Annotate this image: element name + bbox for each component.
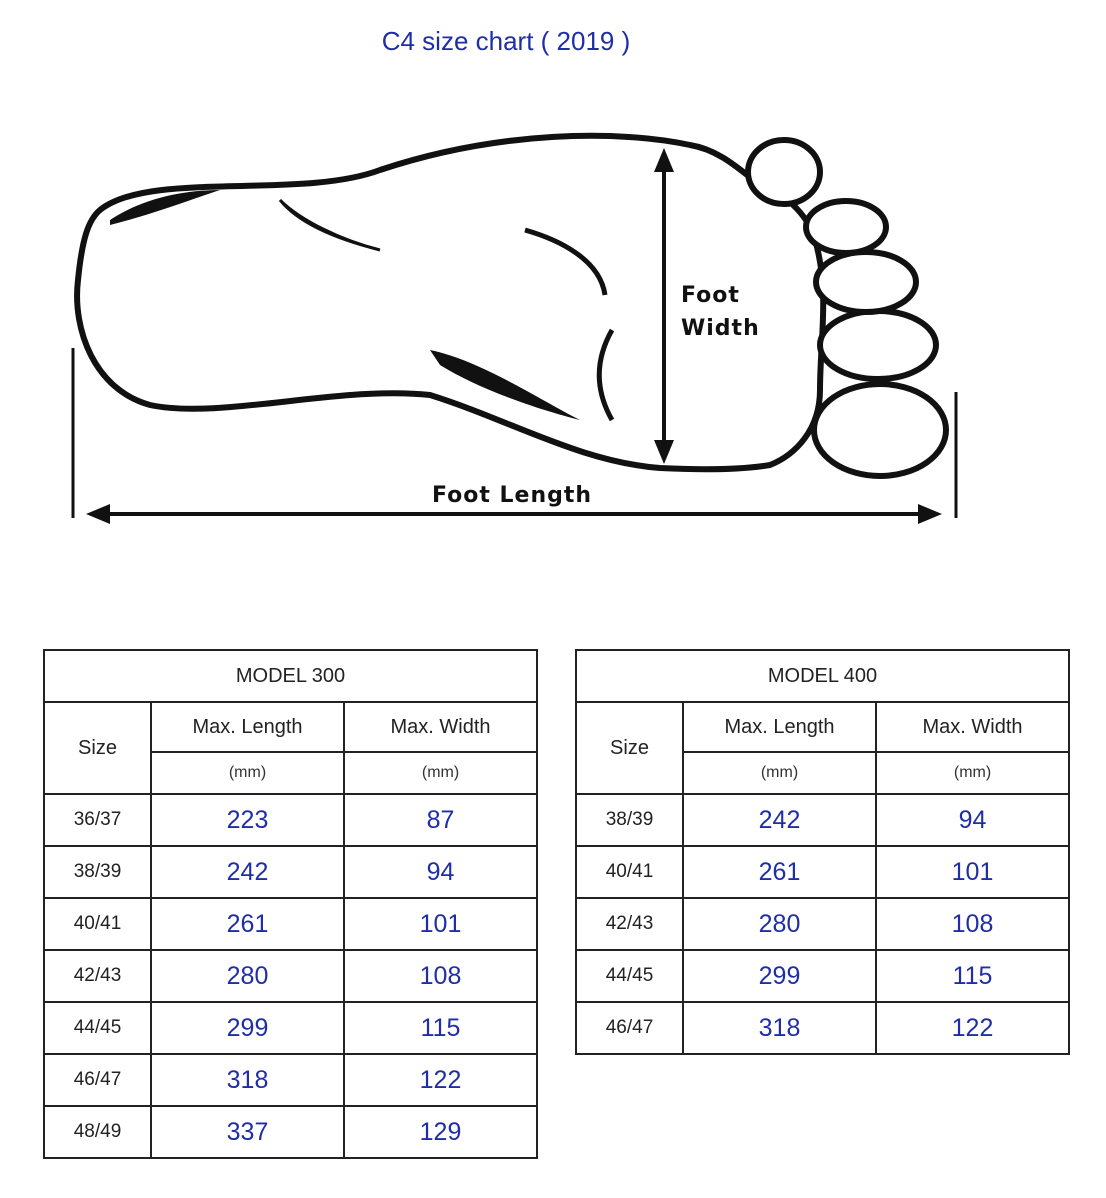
- width-unit: (mm): [344, 752, 537, 794]
- max-length-header: Max. Length: [151, 702, 344, 752]
- length-unit: (mm): [683, 752, 876, 794]
- table-row: [44, 794, 537, 846]
- foot-illustration: [0, 90, 1106, 550]
- length-cell: 280: [151, 950, 344, 1002]
- size-column-header: Size: [576, 702, 683, 794]
- size-cell: 38/39: [576, 794, 683, 846]
- length-cell: 242: [151, 846, 344, 898]
- max-width-header: Max. Width: [876, 702, 1069, 752]
- size-cell: 44/45: [576, 950, 683, 1002]
- table-row: [576, 846, 1069, 898]
- size-cell: 38/39: [44, 846, 151, 898]
- foot-length-arrow-left: [86, 504, 110, 524]
- length-cell: 223: [151, 794, 344, 846]
- length-cell: 280: [683, 898, 876, 950]
- toe-3: [816, 252, 916, 312]
- foot-length-label: Foot Length: [432, 483, 593, 508]
- table-model-heading: MODEL 400: [576, 650, 1069, 702]
- size-cell: 40/41: [44, 898, 151, 950]
- table-row: [44, 1054, 537, 1106]
- width-cell: 122: [344, 1054, 537, 1106]
- table-row: [44, 950, 537, 1002]
- width-cell: 108: [876, 898, 1069, 950]
- table-row: [44, 1002, 537, 1054]
- length-unit: (mm): [151, 752, 344, 794]
- width-cell: 94: [344, 846, 537, 898]
- table-row: [44, 898, 537, 950]
- size-cell: 48/49: [44, 1106, 151, 1158]
- length-cell: 242: [683, 794, 876, 846]
- length-cell: 261: [151, 898, 344, 950]
- width-cell: 108: [344, 950, 537, 1002]
- width-unit: (mm): [876, 752, 1069, 794]
- big-toe: [814, 384, 946, 476]
- length-cell: 337: [151, 1106, 344, 1158]
- foot-width-label-line1: Foot: [681, 283, 740, 308]
- size-cell: 46/47: [44, 1054, 151, 1106]
- table-row: [576, 950, 1069, 1002]
- length-cell: 299: [151, 1002, 344, 1054]
- table-model-heading: MODEL 300: [44, 650, 537, 702]
- size-column-header: Size: [44, 702, 151, 794]
- model-300-size-table: [43, 649, 538, 1159]
- model-400-size-table: [575, 649, 1070, 1055]
- length-cell: 318: [683, 1002, 876, 1054]
- width-cell: 87: [344, 794, 537, 846]
- toe-4: [806, 201, 886, 253]
- toe-2: [820, 311, 936, 379]
- table-row: [44, 1106, 537, 1158]
- table-row: [576, 794, 1069, 846]
- size-cell: 42/43: [44, 950, 151, 1002]
- table-row: [576, 898, 1069, 950]
- max-length-header: Max. Length: [683, 702, 876, 752]
- width-cell: 115: [344, 1002, 537, 1054]
- width-cell: 94: [876, 794, 1069, 846]
- size-cell: 44/45: [44, 1002, 151, 1054]
- size-cell: 46/47: [576, 1002, 683, 1054]
- max-width-header: Max. Width: [344, 702, 537, 752]
- page-title: C4 size chart ( 2019 ): [381, 26, 631, 56]
- toe-5: [748, 140, 820, 204]
- length-cell: 261: [683, 846, 876, 898]
- size-cell: 40/41: [576, 846, 683, 898]
- foot-diagram: [0, 90, 1106, 550]
- size-cell: 42/43: [576, 898, 683, 950]
- width-cell: 101: [876, 846, 1069, 898]
- width-cell: 129: [344, 1106, 537, 1158]
- table-row: [576, 1002, 1069, 1054]
- length-cell: 318: [151, 1054, 344, 1106]
- width-cell: 115: [876, 950, 1069, 1002]
- table-row: [44, 846, 537, 898]
- length-cell: 299: [683, 950, 876, 1002]
- width-cell: 101: [344, 898, 537, 950]
- foot-width-label-line2: Width: [681, 316, 760, 341]
- width-cell: 122: [876, 1002, 1069, 1054]
- foot-length-arrow-right: [918, 504, 942, 524]
- size-cell: 36/37: [44, 794, 151, 846]
